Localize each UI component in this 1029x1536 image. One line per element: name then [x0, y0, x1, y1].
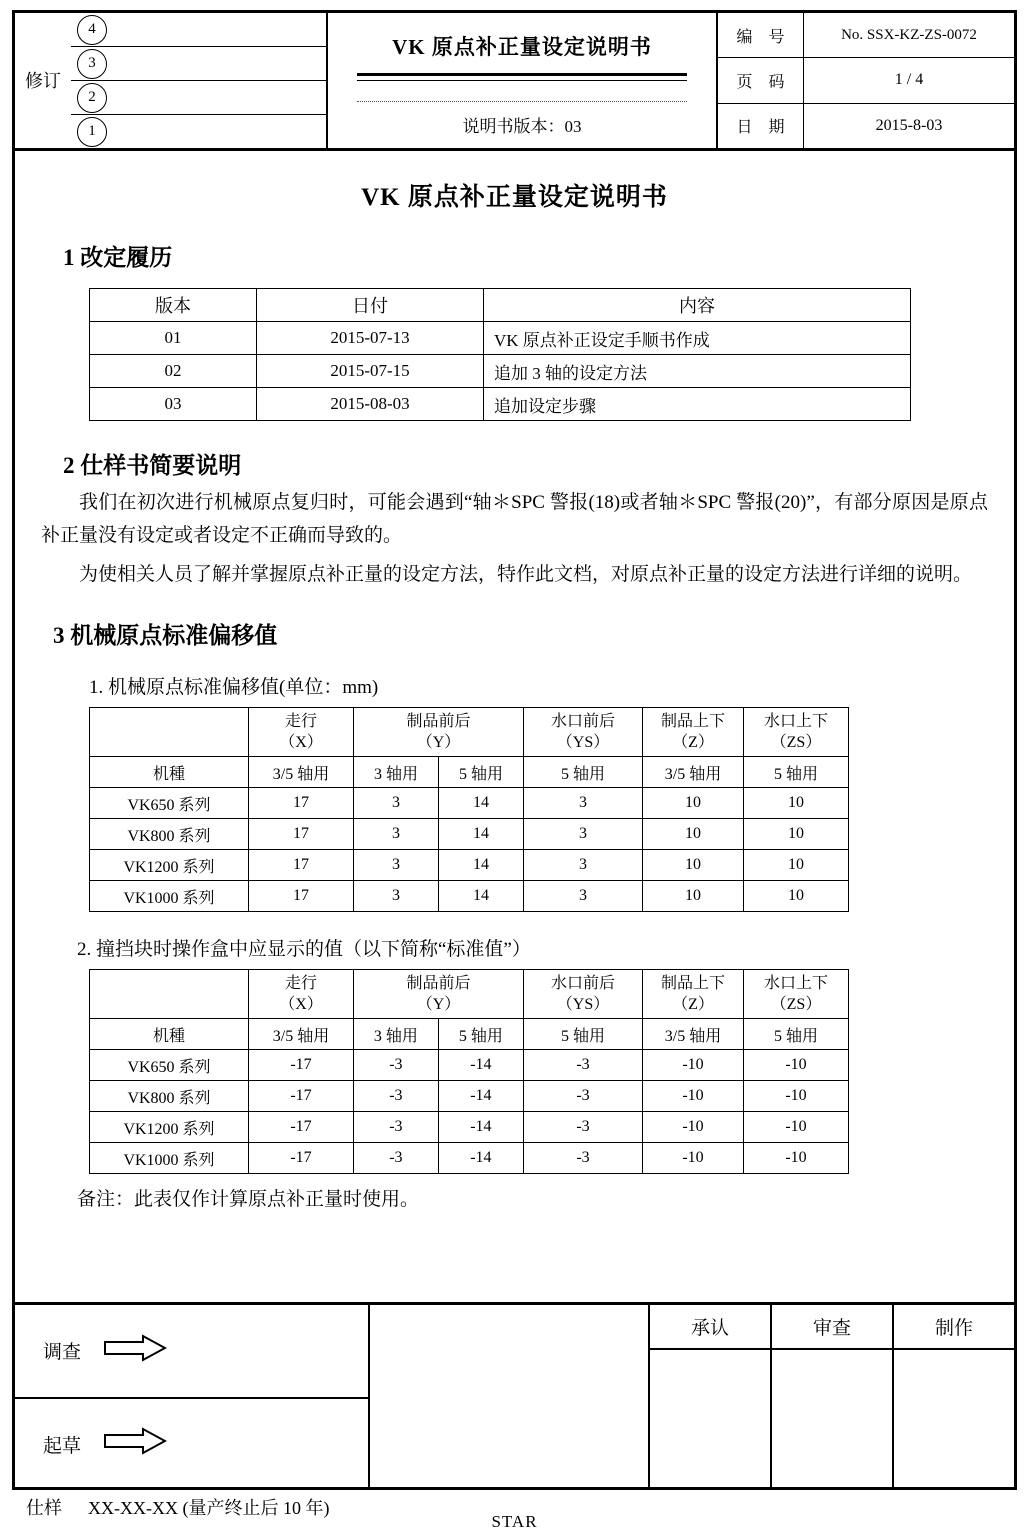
meta-row-number [718, 13, 1014, 58]
approval-cell-prepare [894, 1350, 1014, 1490]
cell-z: -10 [643, 1050, 744, 1081]
col-header-z [643, 970, 744, 1019]
cell-y3: 3 [354, 881, 439, 912]
cell-ys: -3 [524, 1143, 643, 1174]
revision-row [71, 81, 326, 115]
cell-y5: -14 [438, 1143, 523, 1174]
cell-zs: -10 [744, 1081, 849, 1112]
col-header-z-line1: 制品上下 [660, 975, 725, 992]
table-note: 备注：此表仅作计算原点补正量时使用。 [77, 1189, 420, 1210]
revision-mark-1: 1 [77, 117, 107, 147]
section-heading-3: 3 机械原点标准偏移值 [53, 623, 278, 648]
cell-ys: 3 [524, 819, 643, 850]
table-header-row-sub [90, 1019, 849, 1050]
col-header-content: 内容 [484, 289, 911, 322]
corner-cell [90, 970, 249, 1019]
cell-z: -10 [643, 1143, 744, 1174]
col-header-x-line1: 走行 [284, 713, 317, 730]
col-header-ys-line2: （YS） [556, 734, 610, 751]
arrow-right-icon [103, 1427, 167, 1461]
cell-zs: 10 [744, 881, 849, 912]
col-header-date: 日付 [257, 289, 484, 322]
col-header-ys [524, 970, 643, 1019]
table-header-row-top [90, 970, 849, 1019]
table-row [90, 1143, 849, 1174]
col-header-zs [744, 708, 849, 757]
sub-header-zs: 5 轴用 [744, 757, 849, 788]
cell-content: 追加设定步骤 [484, 388, 911, 421]
cell-model: VK650 系列 [90, 1050, 249, 1081]
revision-mark-2: 2 [77, 83, 107, 113]
revision-block [15, 13, 328, 148]
revision-mark-3: 3 [77, 49, 107, 79]
table-row [90, 1050, 849, 1081]
table-row [90, 881, 849, 912]
cell-y5: -14 [438, 1112, 523, 1143]
section-heading-1: 1 改定履历 [63, 245, 173, 270]
standard-value-table [89, 969, 849, 1174]
meta-value-date: 2015-8-03 [875, 116, 943, 134]
cell-version: 01 [90, 322, 257, 355]
col-header-x-line2: （X） [279, 734, 323, 751]
cell-y3: -3 [354, 1112, 439, 1143]
revision-row [71, 115, 326, 148]
corner-cell [90, 708, 249, 757]
table-row [90, 1112, 849, 1143]
cell-zs: 10 [744, 819, 849, 850]
signature-left [15, 1305, 370, 1490]
col-header-y-line1: 制品前后 [406, 713, 471, 730]
cell-ys: -3 [524, 1112, 643, 1143]
signature-block [15, 1302, 1014, 1490]
col-header-z [643, 708, 744, 757]
sub-header-model: 机種 [90, 1019, 249, 1050]
sub-header-x: 3/5 轴用 [249, 1019, 354, 1050]
sub-header-ys: 5 轴用 [524, 757, 643, 788]
cell-version: 02 [90, 355, 257, 388]
cell-ys: -3 [524, 1050, 643, 1081]
col-header-z-line1: 制品上下 [660, 713, 725, 730]
table-row [90, 388, 911, 421]
cell-x: -17 [249, 1081, 354, 1112]
col-header-x [249, 708, 354, 757]
approval-signature-row [650, 1350, 1014, 1490]
cell-z: 10 [643, 788, 744, 819]
cell-model: VK800 系列 [90, 1081, 249, 1112]
cell-z: -10 [643, 1112, 744, 1143]
table-header-row [90, 289, 911, 322]
cell-y3: 3 [354, 850, 439, 881]
signature-middle-blank [370, 1305, 650, 1490]
subsection-heading-1: 1. 机械原点标准偏移值(单位：mm) [89, 677, 379, 698]
col-header-z-line2: （Z） [672, 996, 714, 1013]
cell-y5: 14 [439, 819, 524, 850]
sub-header-y3: 3 轴用 [354, 757, 439, 788]
cell-y5: 14 [439, 881, 524, 912]
col-header-y [354, 970, 524, 1019]
col-header-ys-line1: 水口前后 [550, 713, 615, 730]
cell-y5: -14 [438, 1081, 523, 1112]
cell-ys: 3 [524, 788, 643, 819]
cell-y3: 3 [354, 788, 439, 819]
table-row [90, 819, 849, 850]
cell-y5: -14 [438, 1050, 523, 1081]
title-dotted-rule [357, 101, 687, 102]
meta-key-page: 页 码 [718, 58, 804, 102]
cell-zs: 10 [744, 788, 849, 819]
col-header-ys-line2: （YS） [556, 996, 610, 1013]
cell-z: 10 [643, 881, 744, 912]
page-title: VK 原点补正量设定说明书 [361, 184, 668, 211]
section-heading-2: 2 仕样书简要说明 [63, 453, 242, 478]
cell-zs: -10 [744, 1050, 849, 1081]
meta-key-date: 日 期 [718, 104, 804, 148]
col-header-x-line2: （X） [279, 996, 323, 1013]
cell-ys: -3 [524, 1081, 643, 1112]
approval-header-review: 审查 [772, 1305, 894, 1348]
approval-cell-approve [650, 1350, 772, 1490]
revision-label-char1: 修订 [25, 70, 61, 91]
cell-zs: 10 [744, 850, 849, 881]
cell-ys: 3 [524, 881, 643, 912]
revision-rows [71, 13, 326, 148]
cell-date: 2015-08-03 [257, 388, 484, 421]
signature-label-draft: 起草 [43, 1435, 82, 1457]
col-header-y [354, 708, 524, 757]
sub-header-y5: 5 轴用 [438, 1019, 523, 1050]
header-title-block [328, 13, 718, 148]
cell-x: 17 [249, 850, 354, 881]
meta-row-page [718, 58, 1014, 103]
col-header-zs-line1: 水口上下 [763, 975, 828, 992]
table-header-row-top [90, 708, 849, 757]
revision-mark-4: 4 [77, 15, 107, 45]
arrow-right-icon [103, 1334, 167, 1368]
sub-header-x: 3/5 轴用 [249, 757, 354, 788]
approval-block [650, 1305, 1014, 1490]
document-header [12, 10, 1017, 151]
signature-row-draft [15, 1399, 368, 1491]
cell-y3: -3 [354, 1143, 439, 1174]
cell-x: 17 [249, 819, 354, 850]
subsection-heading-2: 2. 撞挡块时操作盒中应显示的值（以下简称“标准值”） [77, 939, 531, 960]
document-body [15, 151, 1014, 1302]
cell-content: 追加 3 轴的设定方法 [484, 355, 911, 388]
cell-y3: -3 [354, 1081, 439, 1112]
cell-x: -17 [249, 1143, 354, 1174]
cell-model: VK1000 系列 [90, 881, 249, 912]
cell-z: -10 [643, 1081, 744, 1112]
cell-y5: 14 [439, 788, 524, 819]
col-header-zs-line1: 水口上下 [763, 713, 828, 730]
cell-model: VK800 系列 [90, 819, 249, 850]
col-header-zs [744, 970, 849, 1019]
cell-content: VK 原点补正设定手顺书作成 [484, 322, 911, 355]
paragraph-2: 为使相关人员了解并掌握原点补正量的设定方法，特作此文档，对原点补正量的设定方法进行详细的说明。 [79, 564, 973, 585]
cell-x: -17 [249, 1050, 354, 1081]
col-header-zs-line2: （ZS） [770, 996, 822, 1013]
meta-value-number: No. SSX-KZ-ZS-0072 [841, 26, 977, 43]
sub-header-y5: 5 轴用 [439, 757, 524, 788]
revision-row [71, 13, 326, 47]
cell-date: 2015-07-13 [257, 322, 484, 355]
cell-model: VK1200 系列 [90, 850, 249, 881]
table-row [90, 355, 911, 388]
cell-x: 17 [249, 788, 354, 819]
sub-header-ys: 5 轴用 [524, 1019, 643, 1050]
col-header-y-line2: （Y） [416, 734, 461, 751]
col-header-y-line1: 制品前后 [406, 975, 471, 992]
col-header-z-line2: （Z） [672, 734, 714, 751]
table-row [90, 322, 911, 355]
approval-header-row [650, 1305, 1014, 1350]
revision-history-table [89, 288, 911, 421]
cell-model: VK650 系列 [90, 788, 249, 819]
signature-row-investigate [15, 1305, 368, 1399]
col-header-x-line1: 走行 [284, 975, 317, 992]
meta-value-page: 1 / 4 [894, 71, 924, 89]
footer-spec-label: 仕样 [26, 1498, 62, 1518]
cell-model: VK1000 系列 [90, 1143, 249, 1174]
col-header-x [249, 970, 354, 1019]
approval-cell-review [772, 1350, 894, 1490]
table-row [90, 1081, 849, 1112]
cell-version: 03 [90, 388, 257, 421]
sub-header-z: 3/5 轴用 [643, 757, 744, 788]
revision-row [71, 47, 326, 81]
meta-key-number: 编 号 [718, 13, 804, 57]
col-header-y-line2: （Y） [416, 996, 461, 1013]
col-header-version: 版本 [90, 289, 257, 322]
header-version: 说明书版本：03 [462, 117, 582, 136]
col-header-zs-line2: （ZS） [770, 734, 822, 751]
col-header-ys-line1: 水口前后 [550, 975, 615, 992]
title-double-rule [357, 73, 687, 81]
cell-x: -17 [249, 1112, 354, 1143]
meta-row-date [718, 104, 1014, 148]
col-header-ys [524, 708, 643, 757]
table-header-row-sub [90, 757, 849, 788]
cell-zs: -10 [744, 1112, 849, 1143]
cell-date: 2015-07-15 [257, 355, 484, 388]
approval-header-approve: 承认 [650, 1305, 772, 1348]
revision-label [15, 13, 71, 148]
cell-y5: 14 [439, 850, 524, 881]
sub-header-zs: 5 轴用 [744, 1019, 849, 1050]
cell-zs: -10 [744, 1143, 849, 1174]
sub-header-z: 3/5 轴用 [643, 1019, 744, 1050]
cell-x: 17 [249, 881, 354, 912]
header-meta-block [718, 13, 1014, 148]
footer-brand: STAR [491, 1512, 538, 1531]
table-row [90, 850, 849, 881]
paragraph-1: 我们在初次进行机械原点复归时，可能会遇到“轴＊SPC 警报(18)或者轴＊SPC 警报(20)”，有部分原因是原点补正量没有设定或者设定不正确而导致的。 [41, 492, 988, 546]
table-row [90, 788, 849, 819]
sub-header-y3: 3 轴用 [354, 1019, 439, 1050]
standard-offset-table [89, 707, 849, 912]
cell-z: 10 [643, 850, 744, 881]
cell-model: VK1200 系列 [90, 1112, 249, 1143]
cell-ys: 3 [524, 850, 643, 881]
signature-label-investigate: 调查 [43, 1342, 82, 1364]
cell-y3: -3 [354, 1050, 439, 1081]
footer-spec-value: XX-XX-XX (量产终止后 10 年) [88, 1498, 330, 1518]
header-document-title: VK 原点补正量设定说明书 [392, 35, 652, 59]
cell-y3: 3 [354, 819, 439, 850]
approval-header-prepare: 制作 [934, 1318, 973, 1339]
sub-header-model: 机種 [90, 757, 249, 788]
cell-z: 10 [643, 819, 744, 850]
